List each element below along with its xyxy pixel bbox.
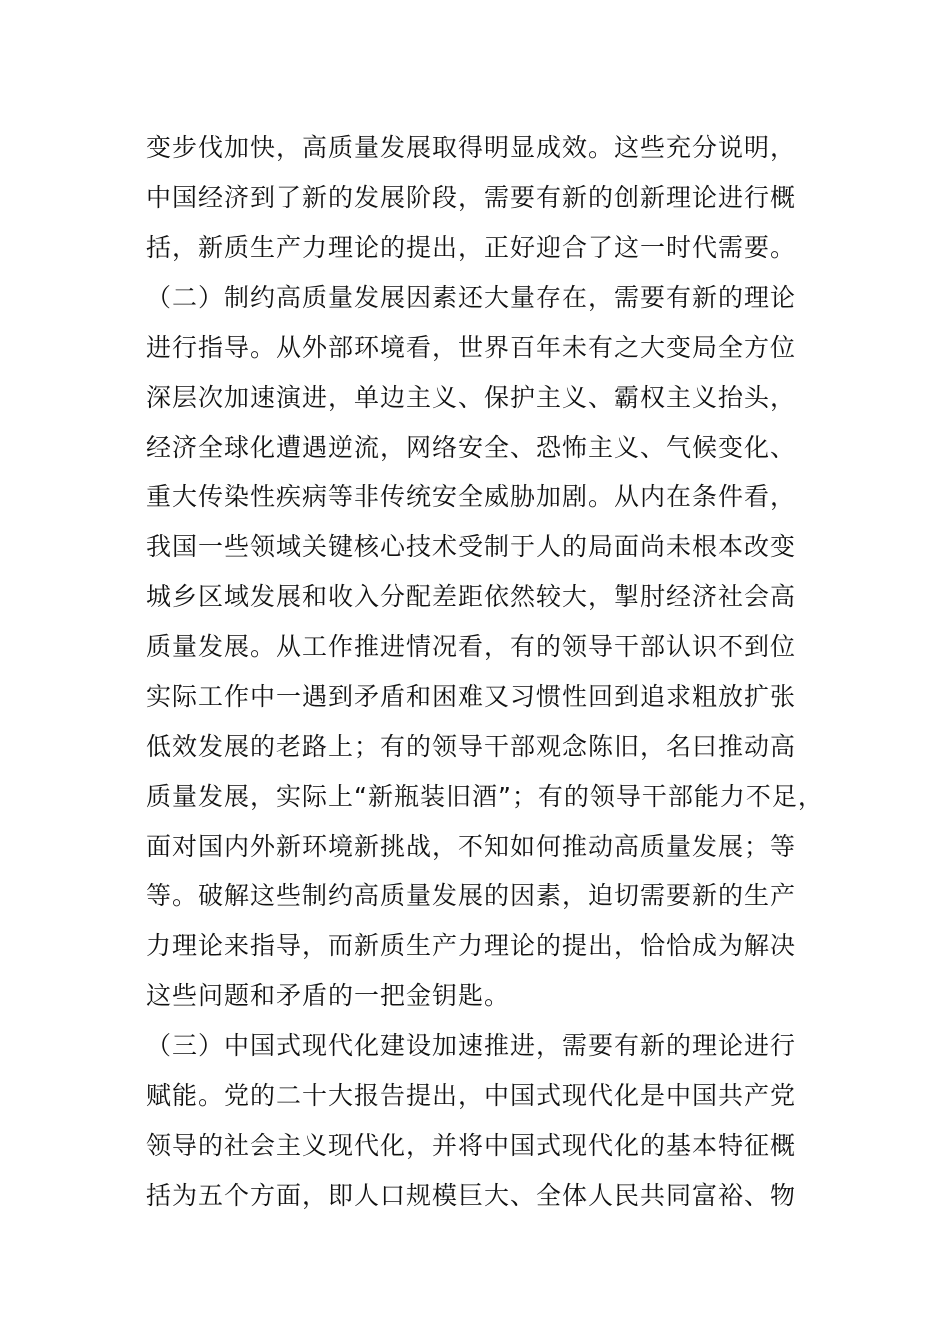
text-line: 变步伐加快，高质量发展取得明显成效。这些充分说明， (146, 133, 797, 162)
section-heading-line: （二）制约高质量发展因素还大量存在，需要有新的理论 (146, 283, 797, 312)
text-line: 这些问题和矛盾的一把金钥匙。 (146, 981, 511, 1010)
text-line: 质量发展，实际上“新瓶装旧酒”；有的领导干部能力不足， (146, 782, 824, 811)
text-line: 进行指导。从外部环境看，世界百年未有之大变局全方位 (146, 333, 797, 362)
text-line: 等。破解这些制约高质量发展的因素，迫切需要新的生产 (146, 881, 797, 910)
text-line: 我国一些领域关键核心技术受制于人的局面尚未根本改变 (146, 532, 797, 561)
text-line: 实际工作中一遇到矛盾和困难又习惯性回到追求粗放扩张 (146, 682, 797, 711)
text-line: 括为五个方面，即人口规模巨大、全体人民共同富裕、物 (146, 1181, 797, 1210)
text-line: 中国经济到了新的发展阶段，需要有新的创新理论进行概 (146, 183, 797, 212)
text-line: 经济全球化遭遇逆流，网络安全、恐怖主义、气候变化、 (146, 433, 797, 462)
text-line: 赋能。党的二十大报告提出，中国式现代化是中国共产党 (146, 1081, 797, 1110)
text-line: 重大传染性疾病等非传统安全威胁加剧。从内在条件看， (146, 482, 797, 511)
text-line: 质量发展。从工作推进情况看，有的领导干部认识不到位 (146, 632, 797, 661)
text-line: 面对国内外新环境新挑战，不知如何推动高质量发展；等 (146, 832, 797, 861)
text-line: 深层次加速演进，单边主义、保护主义、霸权主义抬头， (146, 383, 797, 412)
text-line: 领导的社会主义现代化，并将中国式现代化的基本特征概 (146, 1131, 797, 1160)
text-line: 力理论来指导，而新质生产力理论的提出，恰恰成为解决 (146, 931, 797, 960)
text-line: 城乡区域发展和收入分配差距依然较大，掣肘经济社会高 (146, 582, 797, 611)
section-heading-line: （三）中国式现代化建设加速推进，需要有新的理论进行 (146, 1031, 797, 1060)
text-line: 括，新质生产力理论的提出，正好迎合了这一时代需要。 (146, 233, 797, 262)
text-line: 低效发展的老路上；有的领导干部观念陈旧，名曰推动高 (146, 732, 797, 761)
